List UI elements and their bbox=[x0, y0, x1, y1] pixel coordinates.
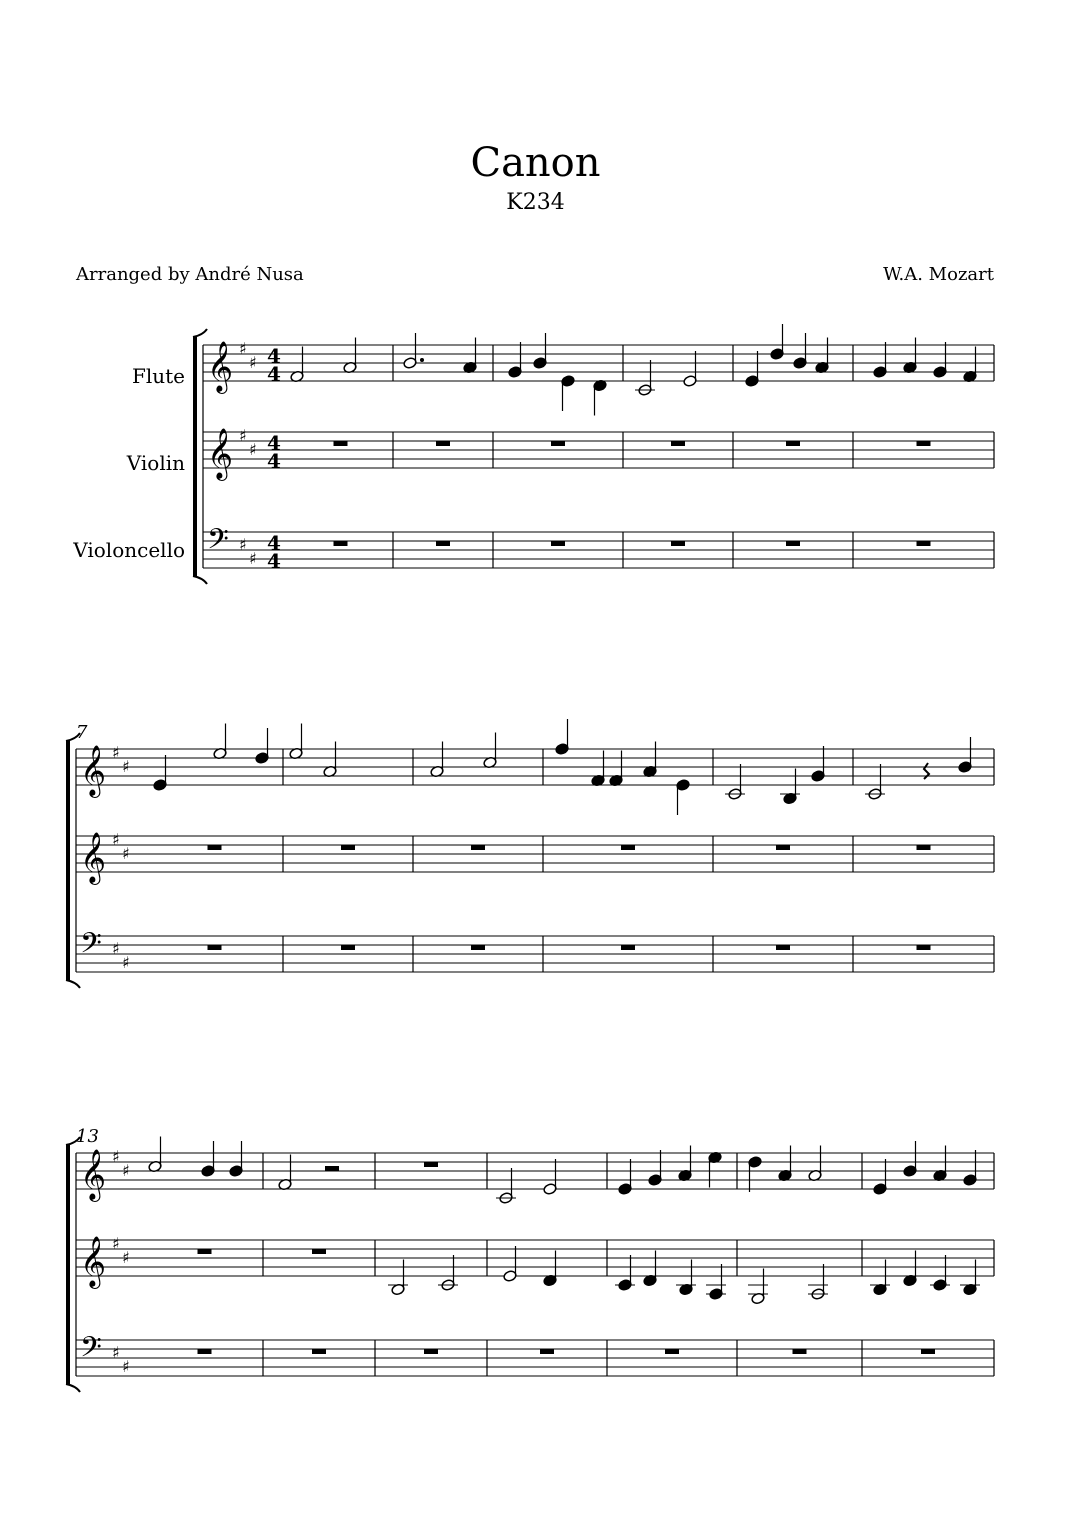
whole-rest bbox=[334, 441, 348, 446]
sharp-icon: ♯ bbox=[249, 440, 257, 459]
treble-clef-icon: 𝄞 bbox=[80, 1149, 107, 1200]
whole-rest bbox=[786, 441, 800, 446]
instrument-label-violin: Violin bbox=[126, 451, 185, 475]
whole-rest bbox=[208, 845, 222, 850]
time-signature-denominator: 4 bbox=[267, 362, 281, 386]
bass-clef-icon: 𝄢 bbox=[80, 1331, 102, 1371]
treble-clef-icon: 𝄞 bbox=[207, 428, 234, 479]
sharp-icon: ♯ bbox=[122, 1161, 130, 1180]
score-subtitle: K234 bbox=[506, 190, 565, 215]
instrument-label-violoncello: Violoncello bbox=[73, 538, 185, 562]
treble-clef-icon: 𝄞 bbox=[80, 832, 107, 883]
whole-rest bbox=[551, 541, 565, 546]
system-2 bbox=[66, 719, 994, 988]
arranger-credit: Arranged by André Nusa bbox=[76, 264, 304, 285]
whole-rest bbox=[436, 441, 450, 446]
whole-rest bbox=[471, 845, 485, 850]
treble-clef-icon: 𝄞 bbox=[207, 341, 234, 392]
score-title: Canon bbox=[470, 140, 601, 186]
whole-rest bbox=[621, 945, 635, 950]
whole-rest bbox=[341, 945, 355, 950]
system-1 bbox=[193, 324, 994, 584]
sharp-icon: ♯ bbox=[112, 1147, 120, 1166]
sharp-icon: ♯ bbox=[122, 757, 130, 776]
whole-rest bbox=[424, 1162, 438, 1167]
sharp-icon: ♯ bbox=[112, 1234, 120, 1253]
whole-rest bbox=[671, 441, 685, 446]
sharp-icon: ♯ bbox=[112, 743, 120, 762]
whole-rest bbox=[671, 541, 685, 546]
whole-rest bbox=[776, 945, 790, 950]
whole-rest bbox=[334, 541, 348, 546]
sharp-icon: ♯ bbox=[122, 1248, 130, 1267]
whole-rest bbox=[917, 945, 931, 950]
bracket-bottom bbox=[193, 576, 207, 584]
time-signature-numerator: 4 bbox=[267, 531, 281, 555]
sharp-icon: ♯ bbox=[239, 339, 247, 358]
whole-rest bbox=[917, 541, 931, 546]
time-signature-denominator: 4 bbox=[267, 549, 281, 573]
whole-rest bbox=[921, 1349, 935, 1354]
bracket-bottom bbox=[66, 980, 80, 988]
half-rest bbox=[325, 1166, 339, 1171]
time-signature-numerator: 4 bbox=[267, 431, 281, 455]
bass-clef-icon: 𝄢 bbox=[80, 927, 102, 967]
sharp-icon: ♯ bbox=[122, 1357, 130, 1376]
whole-rest bbox=[793, 1349, 807, 1354]
whole-rest bbox=[776, 845, 790, 850]
time-signature-numerator: 4 bbox=[267, 344, 281, 368]
sharp-icon: ♯ bbox=[249, 549, 257, 568]
bass-clef-icon: 𝄢 bbox=[207, 523, 229, 563]
whole-rest bbox=[471, 945, 485, 950]
whole-rest bbox=[424, 1349, 438, 1354]
sharp-icon: ♯ bbox=[112, 939, 120, 958]
whole-rest bbox=[665, 1349, 679, 1354]
measure-number-7: 7 bbox=[76, 722, 88, 743]
whole-rest bbox=[540, 1349, 554, 1354]
measure-number-13: 13 bbox=[76, 1126, 99, 1147]
whole-rest bbox=[551, 441, 565, 446]
whole-rest bbox=[917, 441, 931, 446]
whole-rest bbox=[198, 1249, 212, 1254]
composer-credit: W.A. Mozart bbox=[883, 264, 994, 285]
dot bbox=[420, 358, 424, 362]
quarter-rest bbox=[924, 763, 929, 779]
sharp-icon: ♯ bbox=[112, 830, 120, 849]
whole-rest bbox=[312, 1349, 326, 1354]
whole-rest bbox=[917, 845, 931, 850]
time-signature-denominator: 4 bbox=[267, 449, 281, 473]
sharp-icon: ♯ bbox=[122, 953, 130, 972]
treble-clef-icon: 𝄞 bbox=[80, 745, 107, 796]
whole-rest bbox=[436, 541, 450, 546]
instrument-label-flute: Flute bbox=[131, 364, 185, 388]
whole-rest bbox=[341, 845, 355, 850]
sharp-icon: ♯ bbox=[249, 353, 257, 372]
whole-rest bbox=[208, 945, 222, 950]
whole-rest bbox=[621, 845, 635, 850]
sharp-icon: ♯ bbox=[239, 535, 247, 554]
whole-rest bbox=[786, 541, 800, 546]
system-3 bbox=[66, 1137, 994, 1393]
sharp-icon: ♯ bbox=[239, 426, 247, 445]
sharp-icon: ♯ bbox=[112, 1343, 120, 1362]
treble-clef-icon: 𝄞 bbox=[80, 1236, 107, 1287]
whole-rest bbox=[312, 1249, 326, 1254]
bracket-top bbox=[193, 329, 207, 337]
bracket-bottom bbox=[66, 1384, 80, 1392]
sharp-icon: ♯ bbox=[122, 844, 130, 863]
whole-rest bbox=[198, 1349, 212, 1354]
